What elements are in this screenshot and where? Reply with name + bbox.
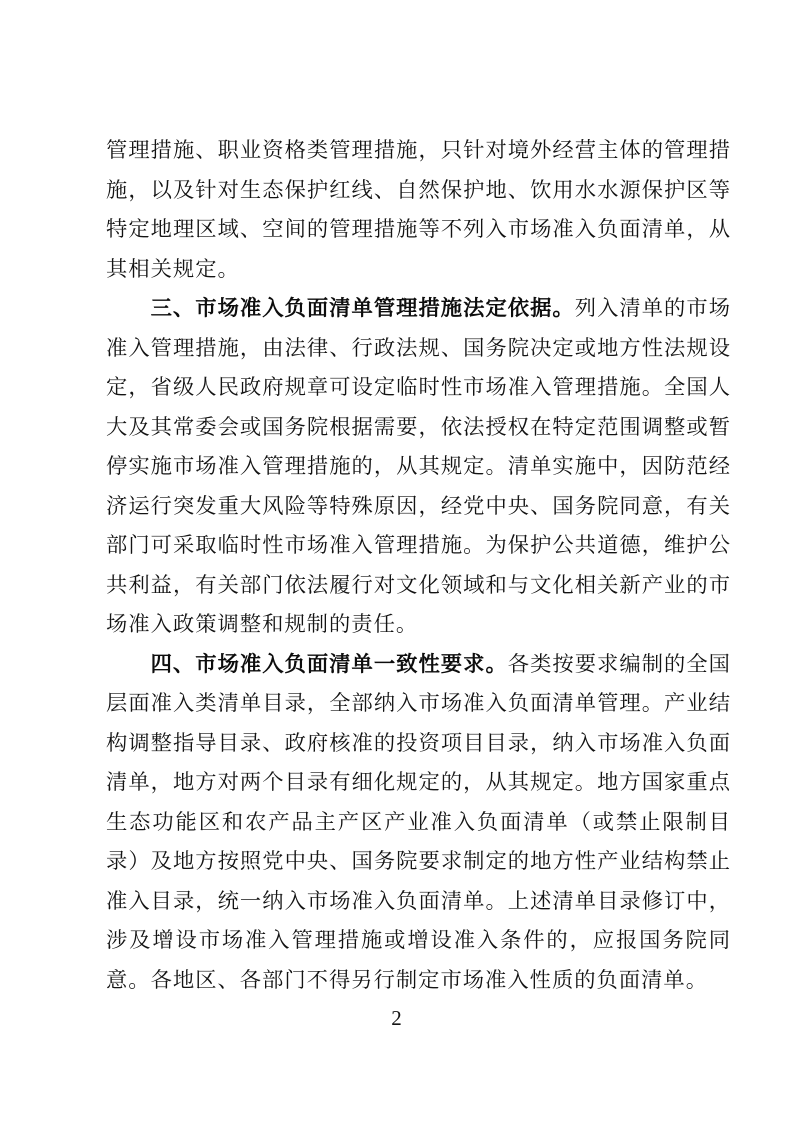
paragraph-text: 管理措施、职业资格类管理措施，只针对境外经营主体的管理措施，以及针对生态保护红线、自然保护地、饮用水水源保护区等特定地理区域、空间的管理措施等不列入市场准入负面清单，从其相关规定。 bbox=[106, 138, 731, 281]
paragraph-continuation bbox=[106, 131, 731, 289]
page-number: 2 bbox=[391, 1006, 402, 1030]
paragraph-text: 列入清单的市场准入管理措施，由法律、行政法规、国务院决定或地方性法规设定，省级人民政府规章可设定临时性市场准入管理措施。全国人大及其常委会或国务院根据需要，依法授权在特定范围调整或暂停实施市场准入管理措施的，从其规定。清单实施中，因防范经济运行突发重大风险等特殊原因，经党中央、国务院同意，有关部门可采取临时性市场准入管理措施。为保护公共道德，维护公共利益，有关部门依法履行对文化领域和与文化相关新产业的市场准入政策调整和规制的责任。 bbox=[106, 296, 731, 636]
section-heading: 四、市场准入负面清单一致性要求。 bbox=[150, 651, 508, 676]
document-body bbox=[106, 131, 731, 1000]
paragraph-text: 各类按要求编制的全国层面准入类清单目录，全部纳入市场准入负面清单管理。产业结构调整指导目录、政府核准的投资项目目录，纳入市场准入负面清单，地方对两个目录有细化规定的，从其规定。地方国家重点生态功能区和农产品主产区产业准入负面清单（或禁止限制目录）及地方按照党中央、国务院要求制定的地方性产业结构禁止准入目录，统一纳入市场准入负面清单。上述清单目录修订中，涉及增设市场准入管理措施或增设准入条件的，应报国务院同意。各地区、各部门不得另行制定市场准入性质的负面清单。 bbox=[106, 651, 731, 992]
section-heading: 三、市场准入负面清单管理措施法定依据。 bbox=[150, 296, 575, 320]
paragraph-section-3 bbox=[106, 289, 731, 645]
paragraph-section-4 bbox=[106, 645, 731, 1001]
